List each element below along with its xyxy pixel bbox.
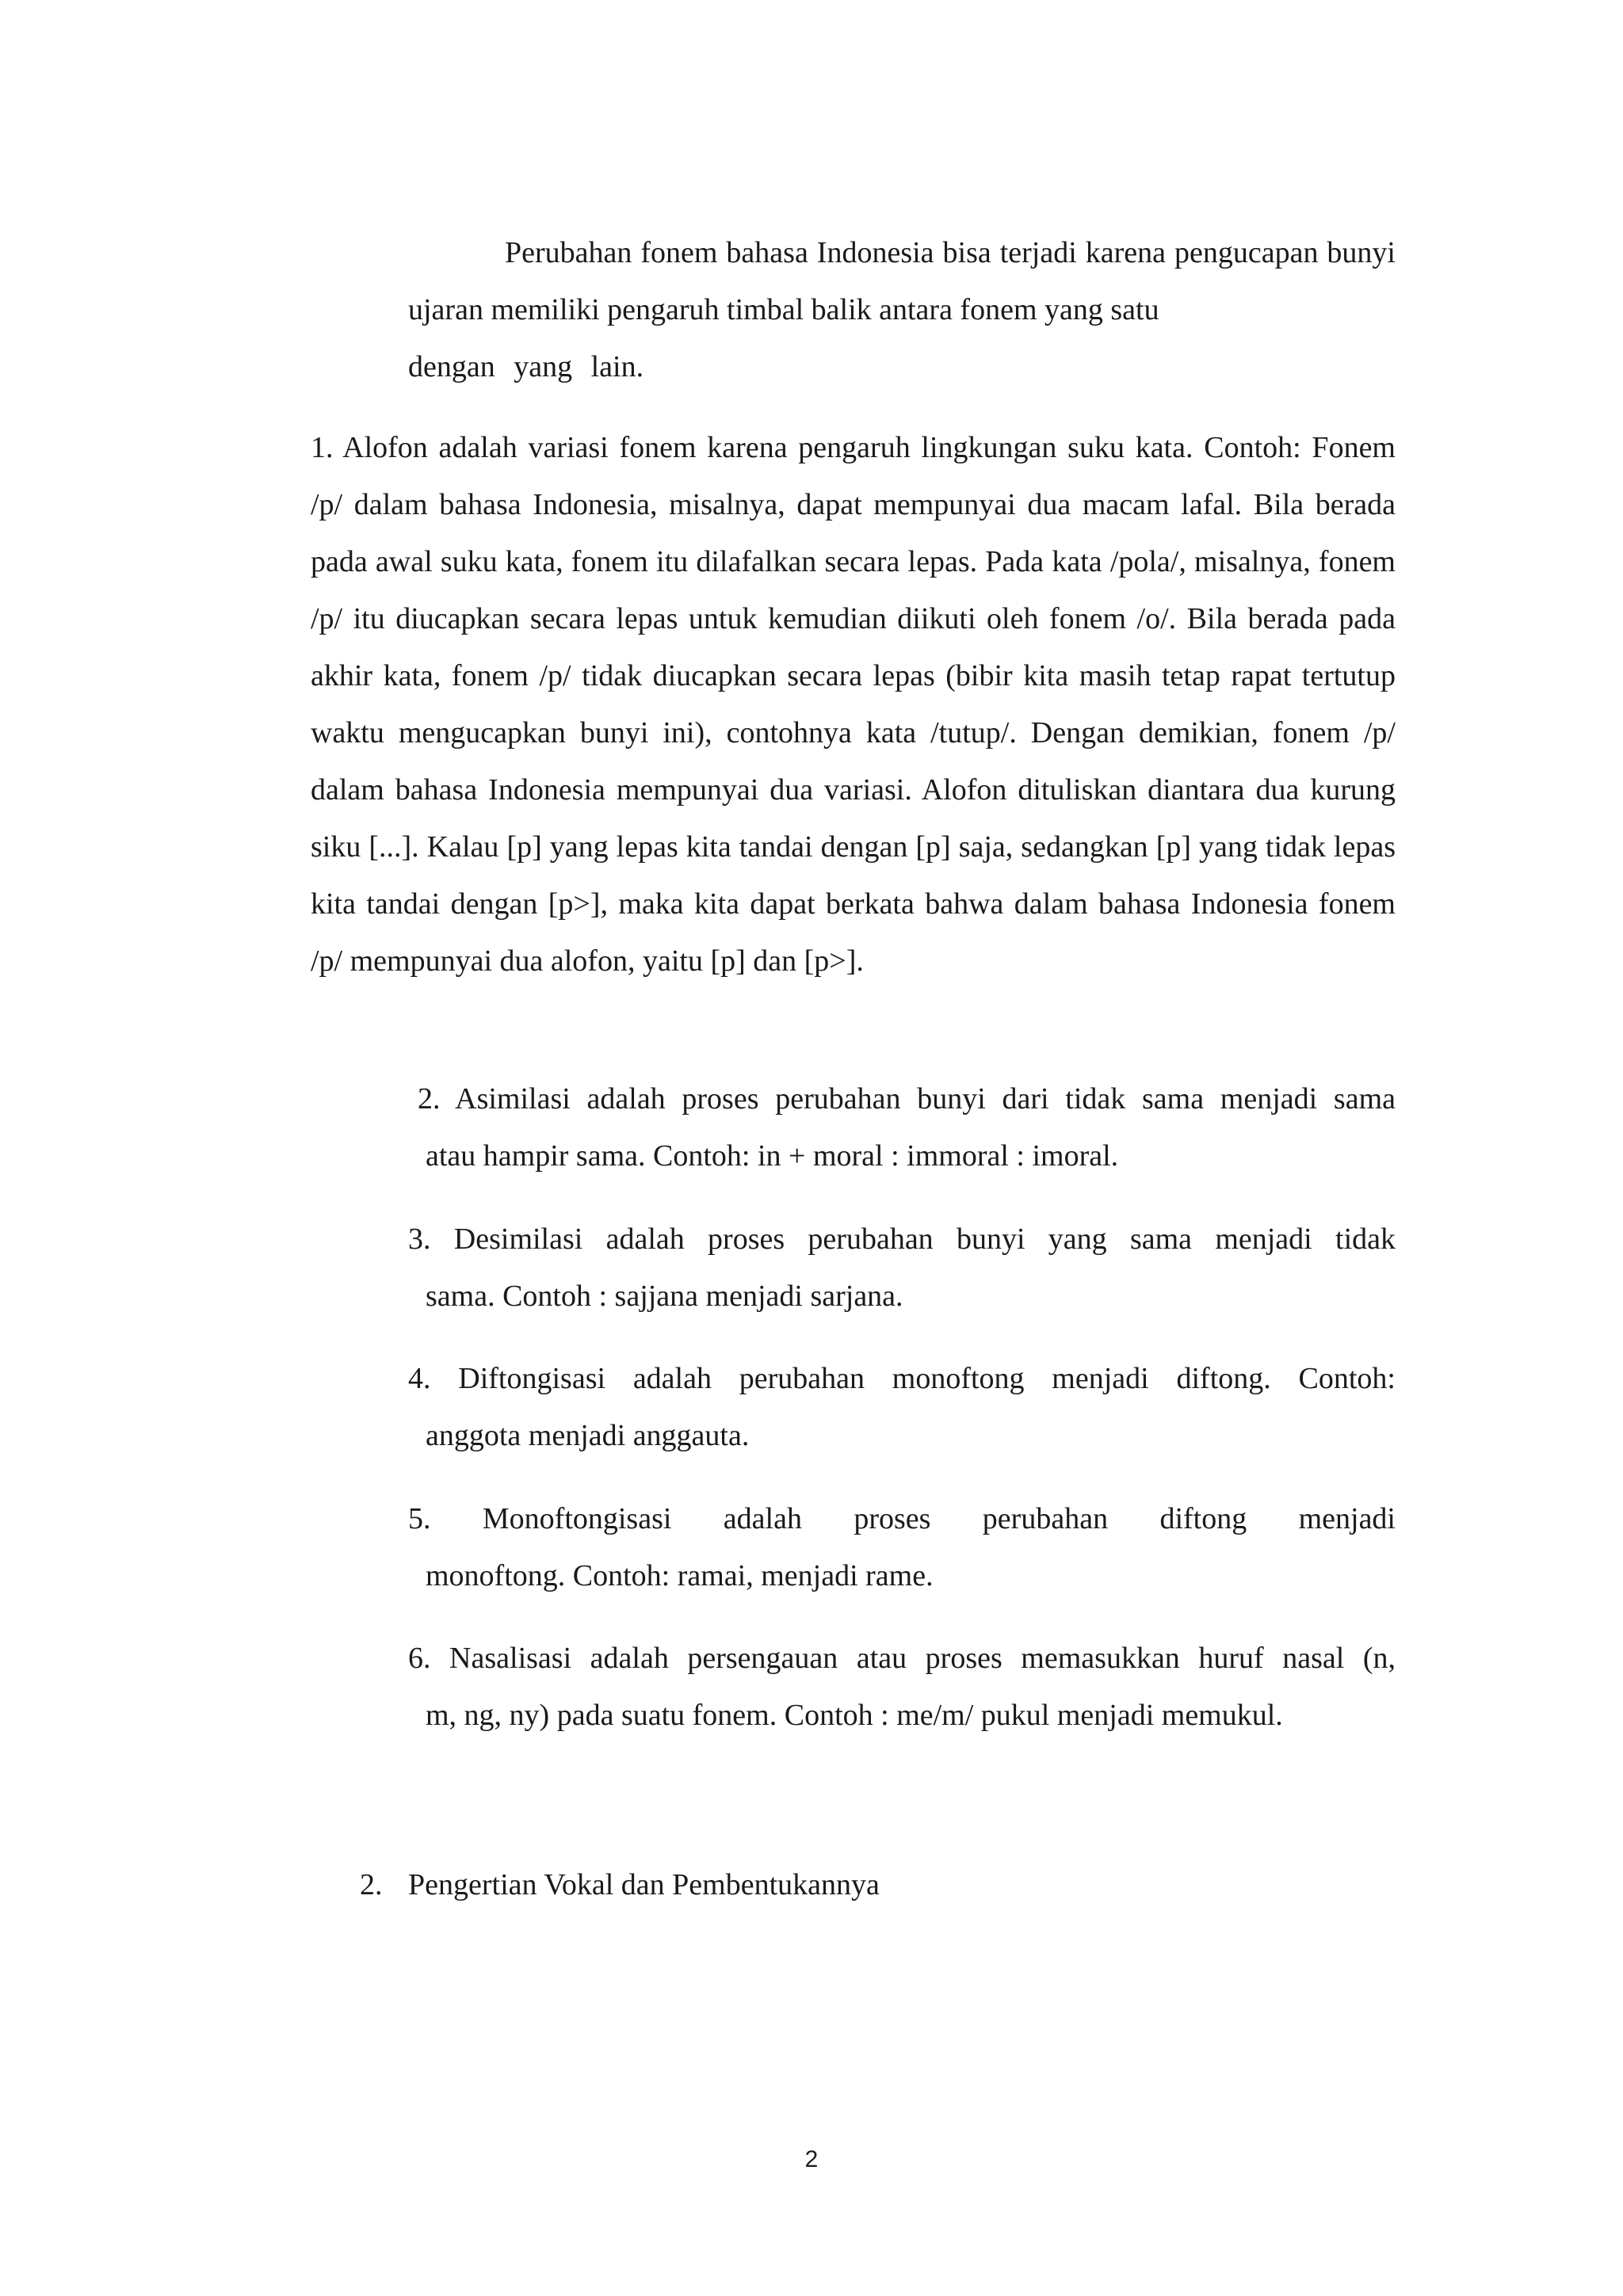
list-item-first-line: 5. Monoftongisasi adalah proses perubahan diftong menjadi [408,1502,1396,1535]
list-item-monoftongisasi [408,1490,1396,1604]
list-item-first-line: 6. Nasalisasi adalah persengauan atau proses memasukkan huruf nasal (n, [408,1642,1396,1675]
list-item-asimilasi [408,1070,1396,1184]
list-item-diftongisasi [408,1350,1396,1464]
list-item-desimilasi [408,1211,1396,1325]
list-item-continuation: atau hampir sama. Contoh: in + moral : immoral : imoral. [426,1139,1119,1173]
alofon-paragraph: 1. Alofon adalah variasi fonem karena pengaruh lingkungan suku kata. Contoh: Fonem /p/ dalam bahasa Indonesia, misalnya, dapat mempunyai dua macam lafal. Bila berada pada awal suku kata, fonem itu dilafalkan secara lepas. Pada kata /pola/, misalnya, fonem /p/ itu diucapkan secara lepas untuk kemudian diikuti oleh fonem /o/. Bila berada pada akhir kata, fonem /p/ tidak diucapkan secara lepas (bibir kita masih tetap rapat tertutup waktu mengucapkan bunyi ini), contohnya kata /tutup/. Dengan demikian, fonem /p/ dalam bahasa Indonesia mempunyai dua variasi. Alofon dituliskan diantara dua kurung siku [...]. Kalau [p] yang lepas kita tandai dengan [p] saja, sedangkan [p] yang tidak lepas kita tandai dengan [p˃], maka kita dapat berkata bahwa dalam bahasa Indonesia fonem /p/ mempunyai dua alofon, yaitu [p] dan [p˃]. [311,431,1396,978]
list-item-continuation: monoftong. Contoh: ramai, menjadi rame. [426,1559,934,1592]
list-item-first-line: 3. Desimilasi adalah proses perubahan bunyi yang sama menjadi tidak [408,1222,1396,1256]
list-item-continuation: m, ng, ny) pada suatu fonem. Contoh : me/m/ pukul menjadi memukul. [426,1699,1283,1732]
page-number: 2 [804,2146,819,2172]
list-item-continuation: anggota menjadi anggauta. [426,1419,750,1452]
intro-paragraph: Perubahan fonem bahasa Indonesia bisa terjadi karena pengucapan bunyi ujaran memiliki pengaruh timbal balik antara fonem yang satu [408,236,1396,326]
list-item-nasalisasi [408,1630,1396,1744]
section-heading-title: Pengertian Vokal dan Pembentukannya [408,1868,880,1901]
section-heading [360,1856,880,1913]
list-item-continuation: sama. Contoh : sajjana menjadi sarjana. [426,1280,903,1313]
section-heading-number: 2. [360,1868,383,1901]
intro-paragraph-last-line: dengan yang lain. [408,350,644,383]
list-item-first-line: 4. Diftongisasi adalah perubahan monoftong menjadi diftong. Contoh: [408,1362,1396,1395]
list-item-first-line: 2. Asimilasi adalah proses perubahan bunyi dari tidak sama menjadi sama [418,1082,1396,1116]
